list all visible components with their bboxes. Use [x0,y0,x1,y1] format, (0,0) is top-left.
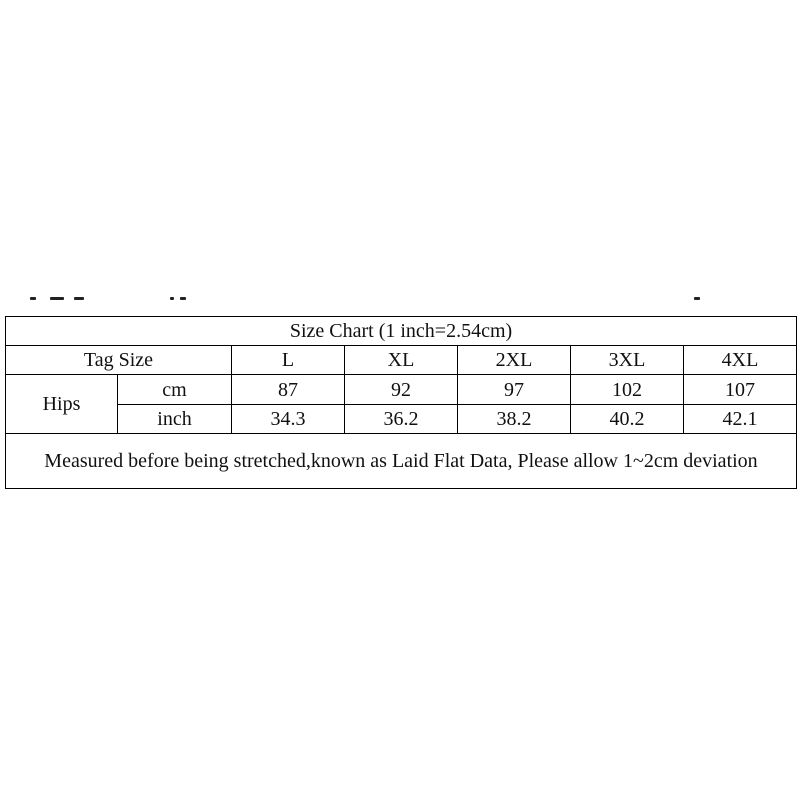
measurement-note: Measured before being stretched,known as Laid Flat Data, Please allow 1~2cm deviation [6,434,797,489]
table-cell: 40.2 [571,405,684,434]
table-cell: 97 [458,375,571,405]
size-header-2xl: 2XL [458,346,571,375]
unit-label-inch: inch [118,405,232,434]
header-row [6,346,797,375]
size-header-3xl: 3XL [571,346,684,375]
measurement-label-hips: Hips [6,375,118,434]
table-cell: 87 [232,375,345,405]
size-header-xl: XL [345,346,458,375]
unit-label-cm: cm [118,375,232,405]
table-cell: 107 [684,375,797,405]
tag-size-label: Tag Size [6,346,232,375]
note-row [6,434,797,489]
size-header-4xl: 4XL [684,346,797,375]
size-header-l: L [232,346,345,375]
table-cell: 38.2 [458,405,571,434]
table-cell: 102 [571,375,684,405]
table-title: Size Chart (1 inch=2.54cm) [6,317,797,346]
table-cell: 42.1 [684,405,797,434]
table-cell: 34.3 [232,405,345,434]
title-row [6,317,797,346]
hips-inch-row [6,405,797,434]
size-chart-table [5,316,797,489]
table-cell: 92 [345,375,458,405]
clipped-text-artifacts [30,297,710,307]
table-cell: 36.2 [345,405,458,434]
hips-cm-row [6,375,797,405]
